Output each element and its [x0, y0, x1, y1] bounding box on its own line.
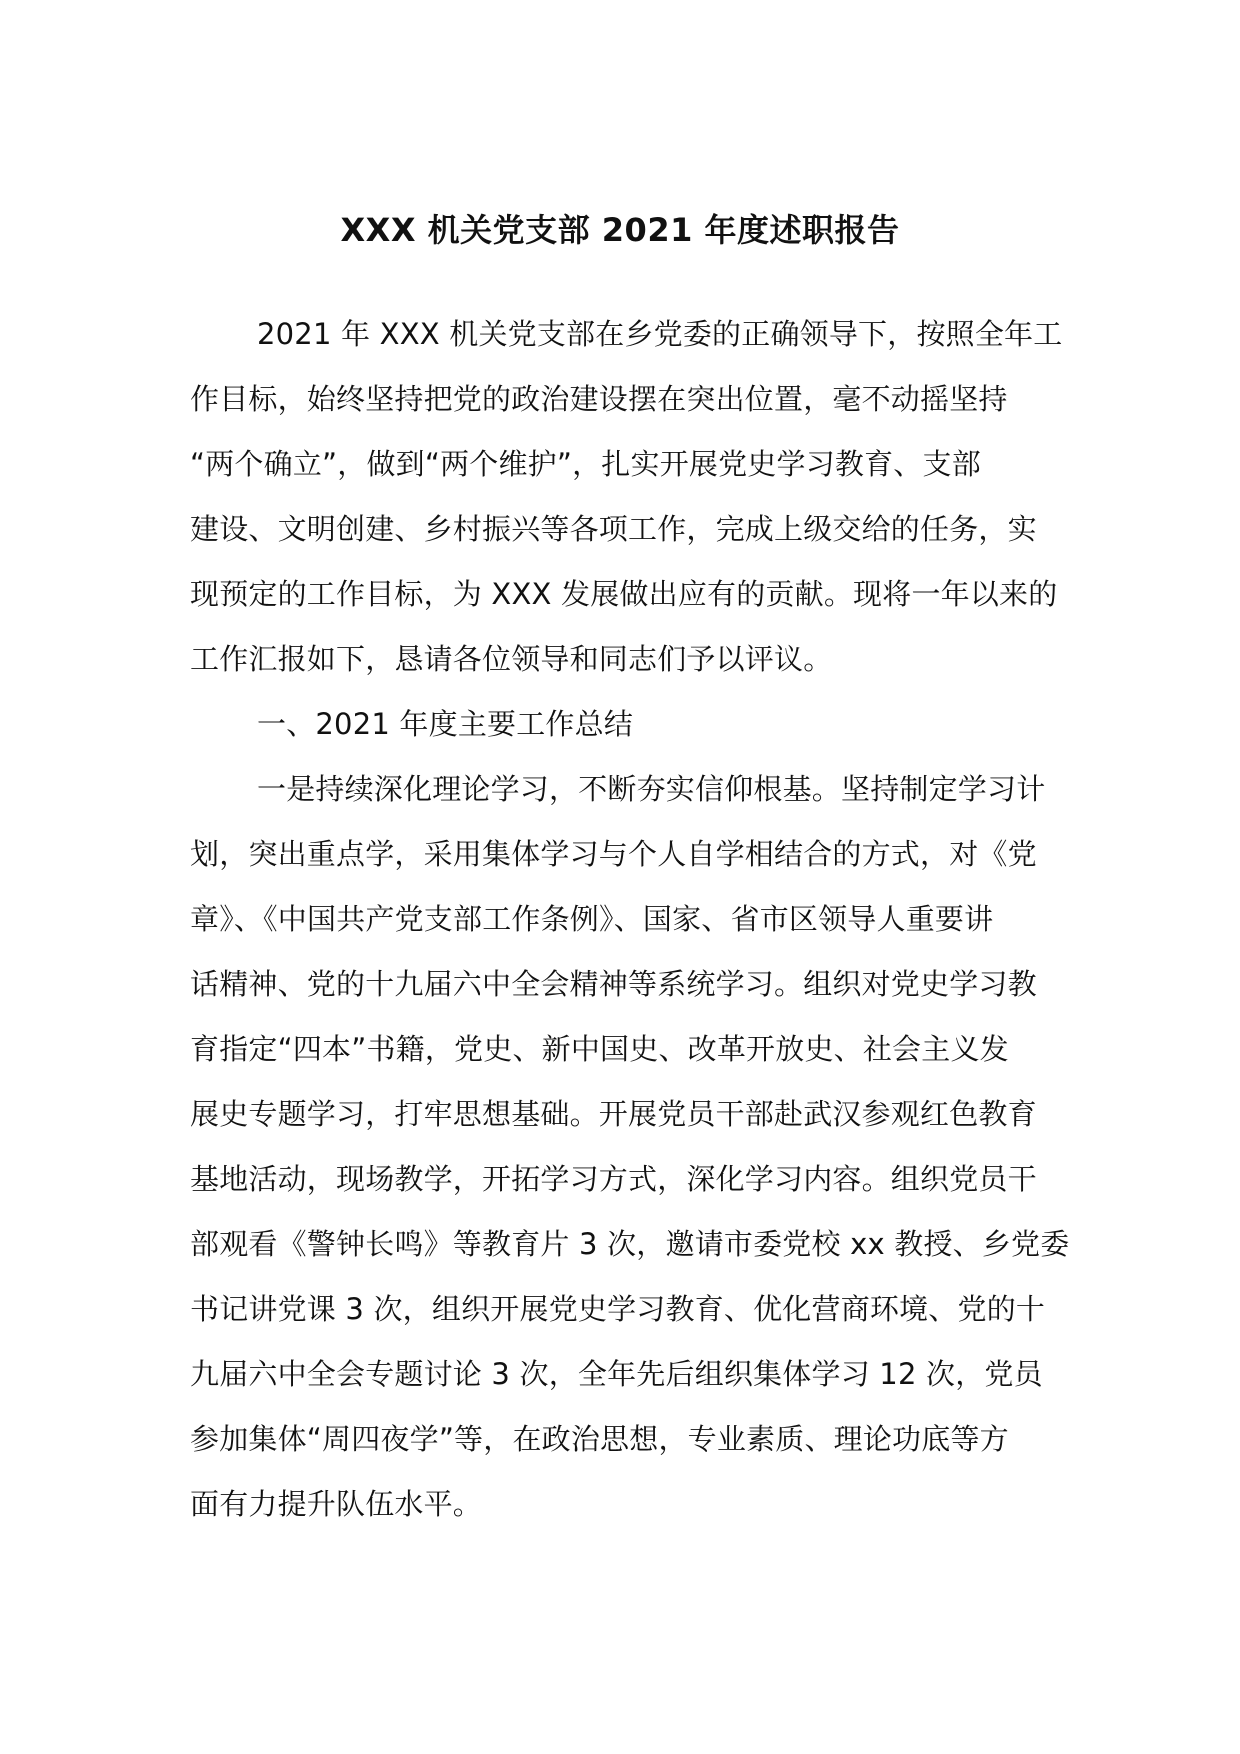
text-line: 一是持续深化理论学习，不断夯实信仰根基。坚持制定学习计 [257, 772, 1046, 806]
text-line: 作目标，始终坚持把党的政治建设摆在突出位置，毫不动摇坚持 [190, 382, 1008, 416]
text-line: 参加集体“周四夜学”等，在政治思想，专业素质、理论功底等方 [190, 1422, 1009, 1456]
text-line: 育指定“四本”书籍，党史、新中国史、改革开放史、社会主义发 [190, 1032, 1009, 1066]
document-title: XXX 机关党支部 2021 年度述职报告 [340, 211, 900, 249]
text-line: 部观看《警钟长鸣》等教育片 3 次，邀请市委党校 xx 教授、乡党委 [190, 1227, 1070, 1261]
text-line: 章》、《中国共产党支部工作条例》、国家、省市区领导人重要讲 [190, 902, 994, 936]
text-line: “两个确立”，做到“两个维护”，扎实开展党史学习教育、支部 [190, 447, 981, 481]
text-line: 书记讲党课 3 次，组织开展党史学习教育、优化营商环境、党的十 [190, 1292, 1046, 1326]
text-line: 九届六中全会专题讨论 3 次，全年先后组织集体学习 12 次，党员 [190, 1357, 1043, 1391]
text-line: 工作汇报如下，恳请各位领导和同志们予以评议。 [190, 642, 833, 676]
text-line: 划，突出重点学，采用集体学习与个人自学相结合的方式，对《党 [190, 837, 1037, 871]
document-body [190, 302, 1070, 1537]
text-line: 基地活动，现场教学，开拓学习方式，深化学习内容。组织党员干 [190, 1162, 1037, 1196]
text-line: 话精神、党的十九届六中全会精神等系统学习。组织对党史学习教 [190, 967, 1037, 1001]
text-line: 一、2021 年度主要工作总结 [257, 707, 634, 741]
text-line: 建设、文明创建、乡村振兴等各项工作，完成上级交给的任务，实 [190, 512, 1037, 546]
text-line: 展史专题学习，打牢思想基础。开展党员干部赴武汉参观红色教育 [190, 1097, 1037, 1131]
text-line: 现预定的工作目标，为 XXX 发展做出应有的贡献。现将一年以来的 [190, 577, 1058, 611]
text-line: 2021 年 XXX 机关党支部在乡党委的正确领导下，按照全年工 [257, 317, 1063, 351]
text-line: 面有力提升队伍水平。 [190, 1487, 483, 1521]
